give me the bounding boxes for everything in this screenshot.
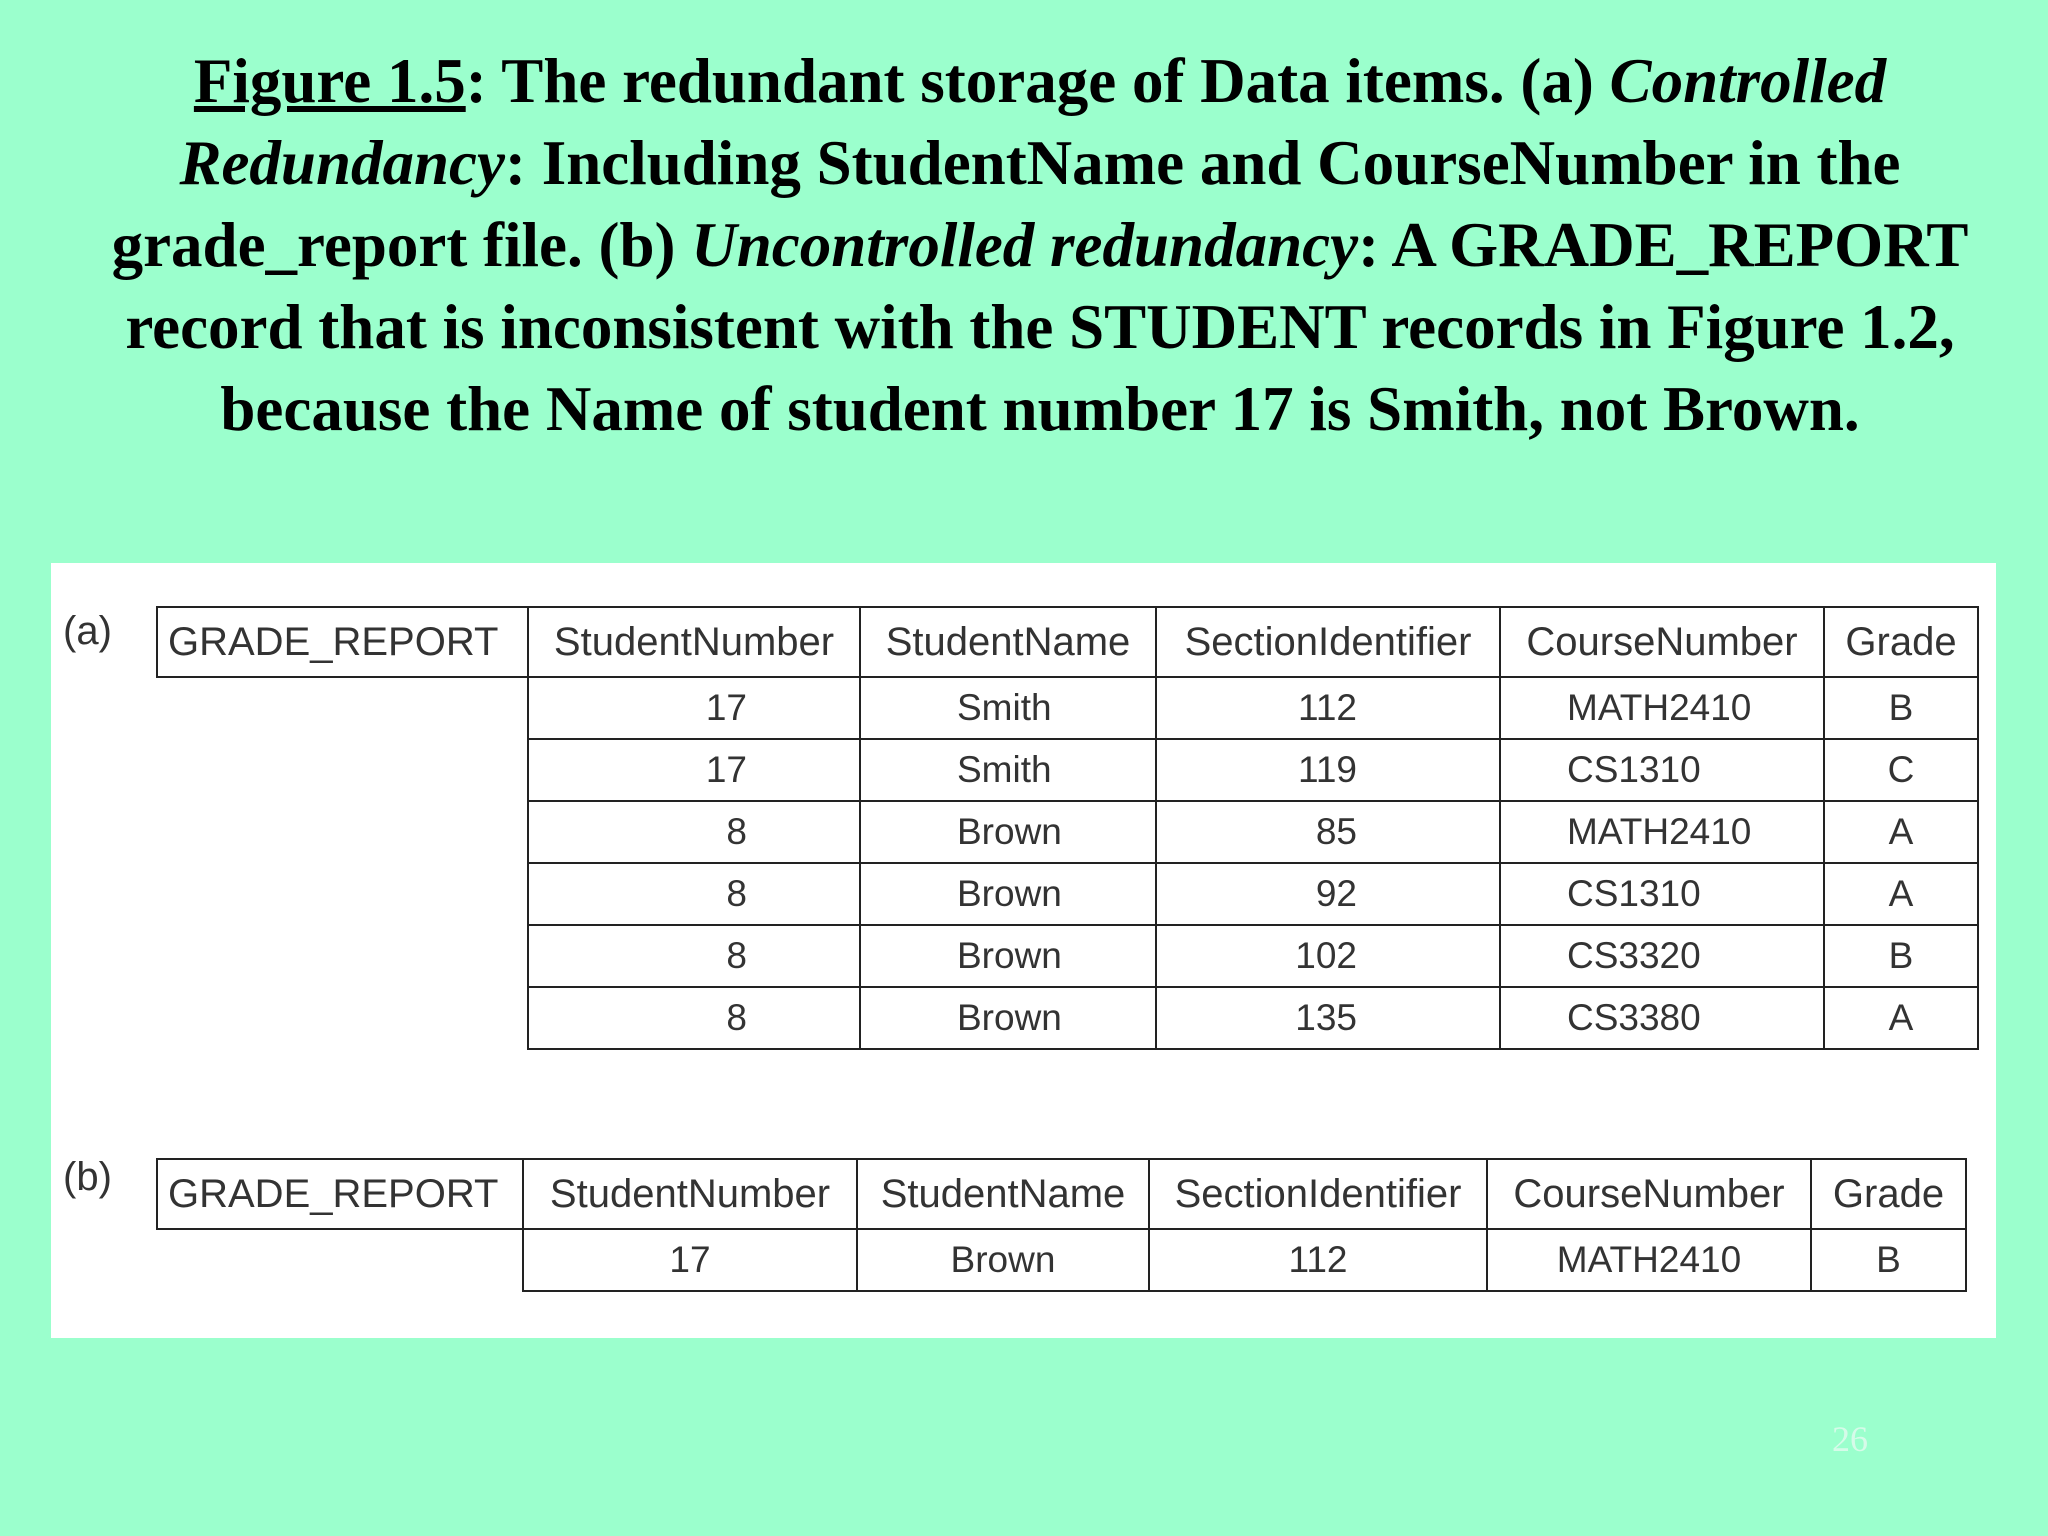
figure-caption — [70, 40, 2010, 450]
course-number-cell: MATH2410 — [1500, 677, 1824, 739]
page-number: 26 — [1832, 1419, 1868, 1459]
course-number-cell: MATH2410 — [1487, 1229, 1811, 1291]
grade-cell: A — [1824, 801, 1978, 863]
table-row — [157, 863, 1978, 925]
grade-cell: C — [1824, 739, 1978, 801]
table-a-col-course-number: CourseNumber — [1500, 607, 1824, 677]
course-number-cell: MATH2410 — [1500, 801, 1824, 863]
table-a-name: GRADE_REPORT — [157, 607, 528, 677]
student-number-cell: 8 — [528, 801, 860, 863]
table-b-col-grade: Grade — [1811, 1159, 1966, 1229]
student-name-cell: Brown — [860, 863, 1156, 925]
grade-cell: B — [1811, 1229, 1966, 1291]
course-number-cell: CS3320 — [1500, 925, 1824, 987]
table-a-col-student-name: StudentName — [860, 607, 1156, 677]
section-identifier-cell: 119 — [1156, 739, 1500, 801]
table-b-col-student-name: StudentName — [857, 1159, 1149, 1229]
student-name-cell: Brown — [857, 1229, 1149, 1291]
student-name-cell: Brown — [860, 987, 1156, 1049]
student-number-cell: 8 — [528, 863, 860, 925]
table-b-name: GRADE_REPORT — [157, 1159, 523, 1229]
caption-text-part-2: : Including StudentName and CourseNumber in the grade_report file. (b) — [111, 128, 1901, 280]
section-identifier-cell: 92 — [1156, 863, 1500, 925]
caption-text-part-1: : The redundant storage of Data items. (a) — [465, 46, 1610, 116]
table-row — [157, 677, 1978, 739]
course-number-cell: CS3380 — [1500, 987, 1824, 1049]
student-number-cell: 8 — [528, 925, 860, 987]
table-row — [157, 1229, 1966, 1291]
section-identifier-cell: 85 — [1156, 801, 1500, 863]
caption-text-part-3: : A GRADE_REPORT record that is inconsistent with the STUDENT records in Figure 1.2, because the Name of student number 17 is Smith, not Brown. — [125, 210, 1969, 444]
student-name-cell: Brown — [860, 801, 1156, 863]
student-name-cell: Brown — [860, 925, 1156, 987]
grade-report-table-a — [156, 606, 1979, 1050]
grade-cell: B — [1824, 925, 1978, 987]
course-number-cell: CS1310 — [1500, 863, 1824, 925]
student-name-cell: Smith — [860, 739, 1156, 801]
figure-reference: Figure 1.5 — [193, 46, 466, 116]
table-a-col-grade: Grade — [1824, 607, 1978, 677]
part-b-label: (b) — [63, 1155, 112, 1199]
student-number-cell: 17 — [523, 1229, 857, 1291]
grade-report-table-b — [156, 1158, 1967, 1292]
table-row — [157, 987, 1978, 1049]
table-row — [157, 925, 1978, 987]
section-identifier-cell: 112 — [1149, 1229, 1487, 1291]
student-name-cell: Smith — [860, 677, 1156, 739]
student-number-cell: 8 — [528, 987, 860, 1049]
part-a-label: (a) — [63, 609, 112, 653]
table-a-col-student-number: StudentNumber — [528, 607, 860, 677]
grade-cell: A — [1824, 863, 1978, 925]
figure-panel — [51, 563, 1996, 1338]
grade-cell: A — [1824, 987, 1978, 1049]
section-identifier-cell: 102 — [1156, 925, 1500, 987]
controlled-redundancy-term: Controlled Redundancy — [179, 46, 1887, 198]
uncontrolled-redundancy-term: Uncontrolled redundancy — [691, 210, 1359, 280]
section-identifier-cell: 112 — [1156, 677, 1500, 739]
student-number-cell: 17 — [528, 739, 860, 801]
course-number-cell: CS1310 — [1500, 739, 1824, 801]
table-b-col-course-number: CourseNumber — [1487, 1159, 1811, 1229]
table-row — [157, 801, 1978, 863]
table-a-col-section-identifier: SectionIdentifier — [1156, 607, 1500, 677]
student-number-cell: 17 — [528, 677, 860, 739]
table-b-col-student-number: StudentNumber — [523, 1159, 857, 1229]
grade-cell: B — [1824, 677, 1978, 739]
table-a-header-row — [157, 607, 1978, 677]
section-identifier-cell: 135 — [1156, 987, 1500, 1049]
table-row — [157, 739, 1978, 801]
table-b-header-row — [157, 1159, 1966, 1229]
table-b-col-section-identifier: SectionIdentifier — [1149, 1159, 1487, 1229]
